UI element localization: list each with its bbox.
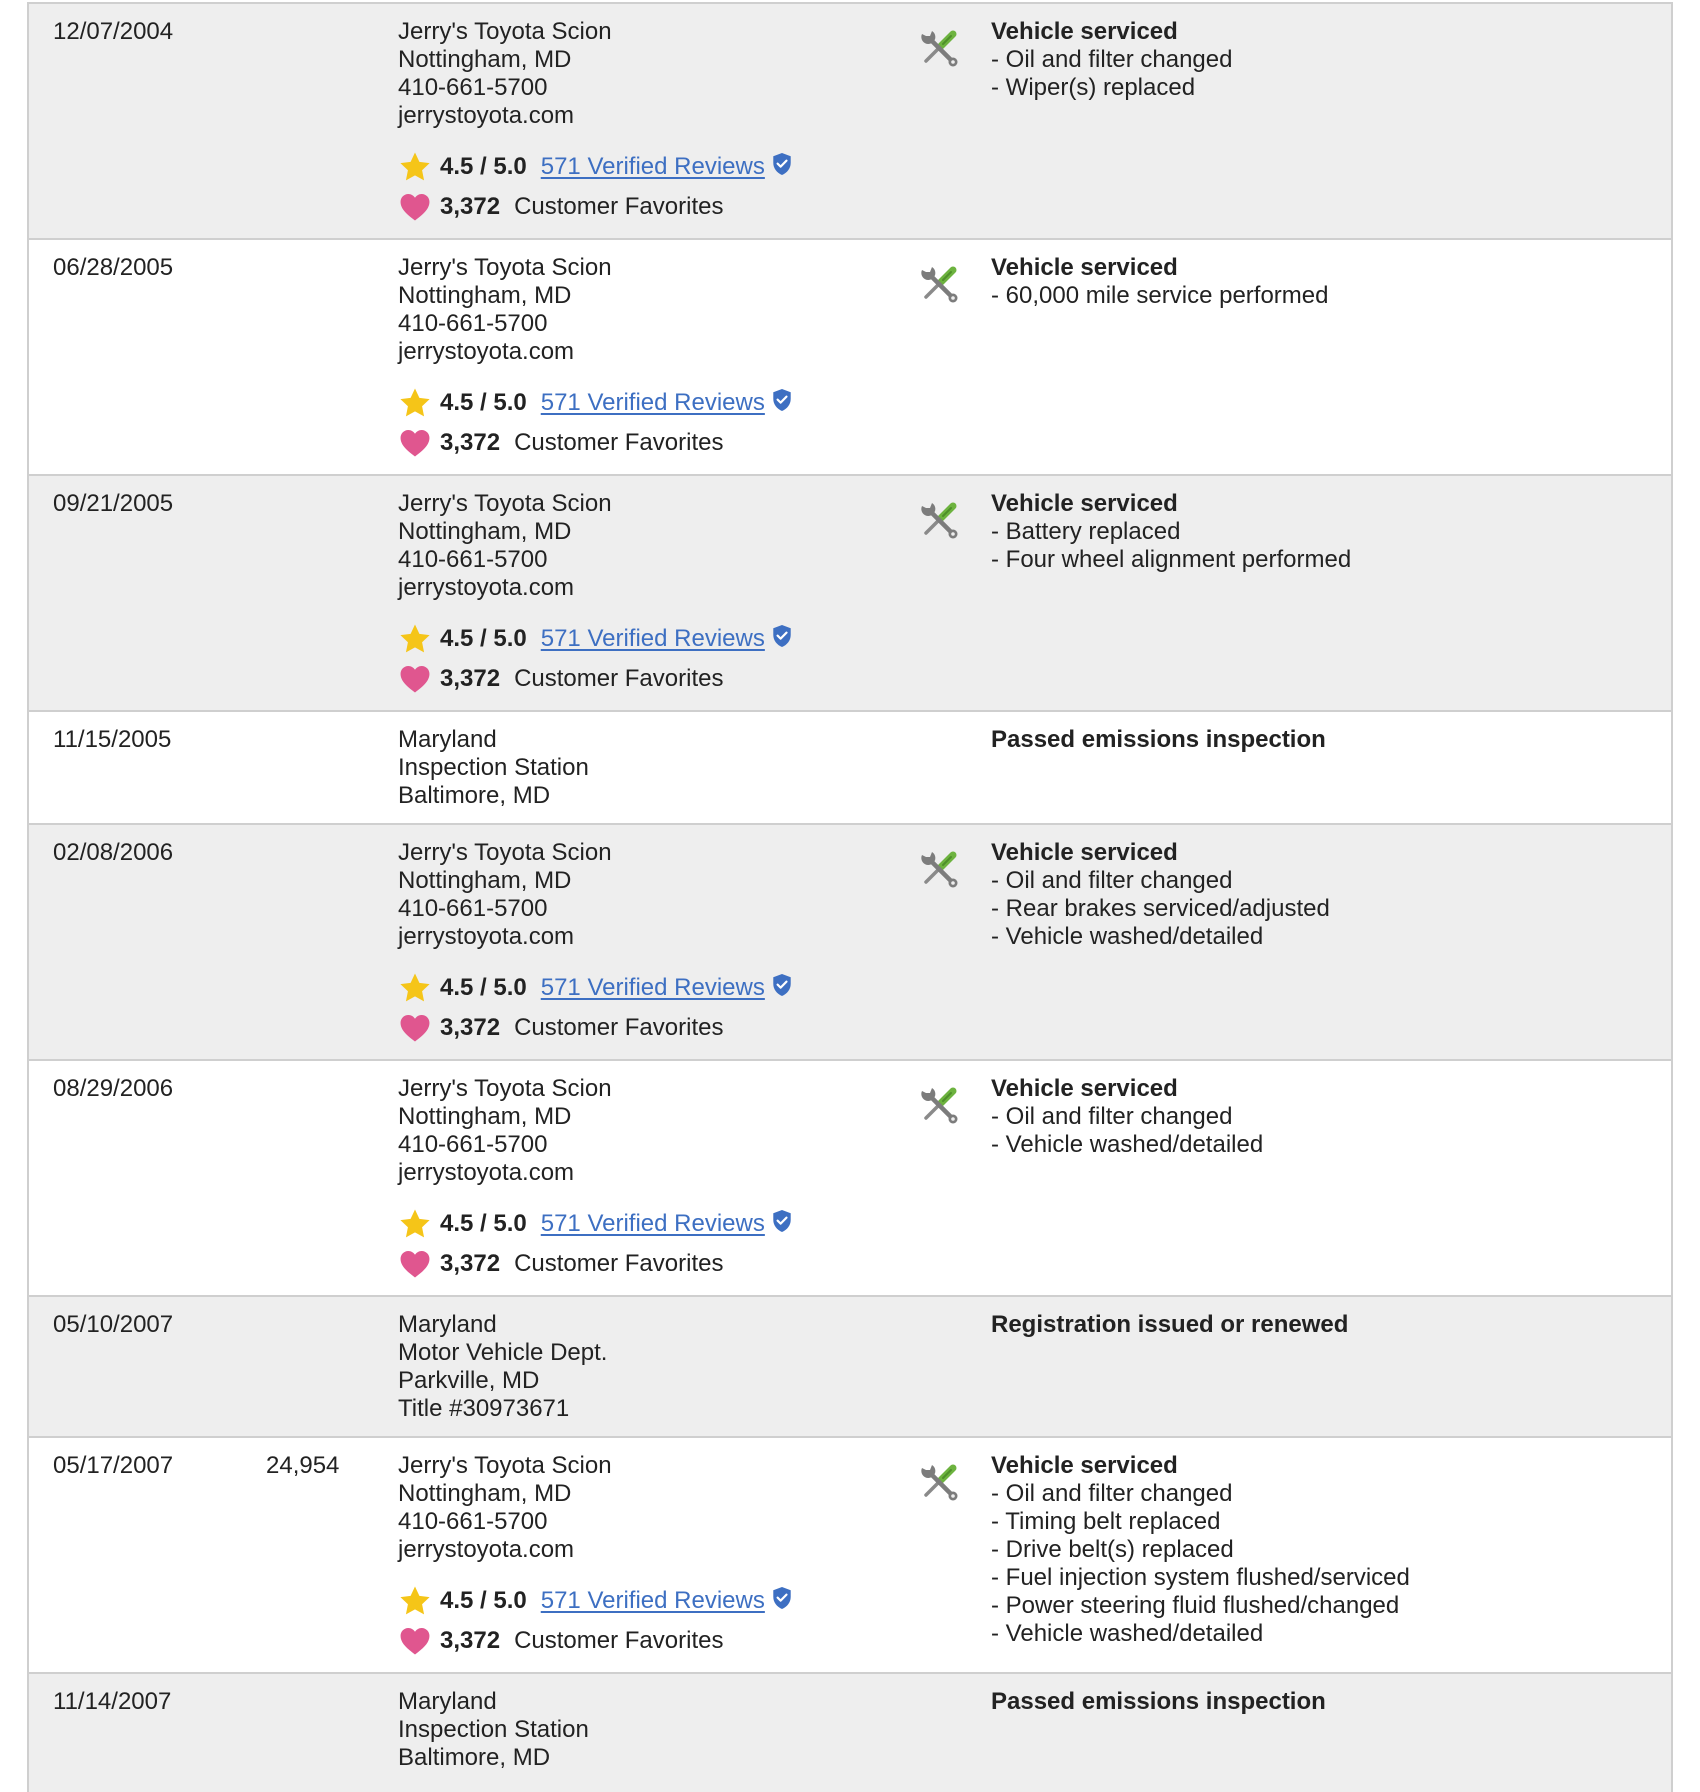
customer-favorites xyxy=(398,426,793,460)
rating-score: 4.5 / 5.0 xyxy=(440,974,527,1001)
favorites-count: 3,372 xyxy=(440,665,501,692)
verified-shield-icon xyxy=(771,152,793,176)
verified-reviews-link[interactable]: 571 Verified Reviews xyxy=(540,1587,765,1614)
favorites-label: Customer Favorites xyxy=(514,193,724,220)
record-title: Vehicle serviced xyxy=(991,490,1178,517)
source-facility: Inspection Station xyxy=(398,754,589,781)
table-row xyxy=(29,823,1671,1059)
verified-reviews-link[interactable]: 571 Verified Reviews xyxy=(540,153,765,180)
wrench-screwdriver-icon xyxy=(917,498,961,542)
record-item: - Oil and filter changed xyxy=(991,1103,1233,1130)
source-name: Maryland xyxy=(398,1311,497,1338)
wrench-screwdriver-icon xyxy=(917,1083,961,1127)
dealer-website[interactable]: jerrystoyota.com xyxy=(398,574,575,601)
record-date: 05/17/2007 xyxy=(53,1452,174,1479)
source-name: Maryland xyxy=(398,726,497,753)
dealer-city: Nottingham, MD xyxy=(398,282,572,309)
dealer-city: Nottingham, MD xyxy=(398,518,572,545)
star-icon xyxy=(398,1207,432,1241)
record-details xyxy=(991,1075,1263,1159)
record-details xyxy=(991,1452,1410,1648)
record-date: 02/08/2006 xyxy=(53,839,174,866)
record-odometer: 24,954 xyxy=(266,1452,340,1479)
dealer-website[interactable]: jerrystoyota.com xyxy=(398,923,575,950)
heart-icon xyxy=(398,1624,432,1658)
record-details xyxy=(991,1311,1348,1339)
record-source xyxy=(398,1688,589,1772)
dealer-phone[interactable]: 410-661-5700 xyxy=(398,546,548,573)
verified-reviews-link[interactable]: 571 Verified Reviews xyxy=(540,974,765,1001)
dealer-website[interactable]: jerrystoyota.com xyxy=(398,102,575,129)
verified-reviews-link[interactable]: 571 Verified Reviews xyxy=(540,389,765,416)
verified-reviews-link[interactable]: 571 Verified Reviews xyxy=(540,625,765,652)
star-icon xyxy=(398,1584,432,1618)
dealer-city: Nottingham, MD xyxy=(398,867,572,894)
dealer-phone[interactable]: 410-661-5700 xyxy=(398,1508,548,1535)
dealer-phone[interactable]: 410-661-5700 xyxy=(398,895,548,922)
record-title: Vehicle serviced xyxy=(991,1452,1178,1479)
source-city: Baltimore, MD xyxy=(398,1744,551,1771)
rating-score: 4.5 / 5.0 xyxy=(440,1587,527,1614)
record-item: - Vehicle washed/detailed xyxy=(991,1131,1264,1158)
record-item: - Wiper(s) replaced xyxy=(991,74,1196,101)
record-details xyxy=(991,839,1330,951)
verified-shield-icon xyxy=(771,1586,793,1610)
star-icon xyxy=(398,386,432,420)
dealer-phone[interactable]: 410-661-5700 xyxy=(398,310,548,337)
record-details xyxy=(991,18,1232,102)
record-item: - Power steering fluid flushed/changed xyxy=(991,1592,1400,1619)
favorites-count: 3,372 xyxy=(440,1014,501,1041)
wrench-screwdriver-icon xyxy=(917,847,961,891)
table-row xyxy=(29,1672,1671,1792)
favorites-count: 3,372 xyxy=(440,429,501,456)
dealer-rating xyxy=(398,971,793,1005)
verified-shield-icon xyxy=(771,388,793,412)
record-title: Vehicle serviced xyxy=(991,254,1178,281)
rating-score: 4.5 / 5.0 xyxy=(440,389,527,416)
record-title: Registration issued or renewed xyxy=(991,1311,1349,1338)
rating-score: 4.5 / 5.0 xyxy=(440,1210,527,1237)
record-details xyxy=(991,1688,1326,1716)
favorites-count: 3,372 xyxy=(440,193,501,220)
dealer-rating xyxy=(398,150,793,184)
record-details xyxy=(991,726,1326,754)
record-date: 09/21/2005 xyxy=(53,490,174,517)
source-city: Baltimore, MD xyxy=(398,782,551,809)
customer-favorites xyxy=(398,1624,793,1658)
verified-shield-icon xyxy=(771,1209,793,1233)
record-date: 08/29/2006 xyxy=(53,1075,174,1102)
dealer-name: Jerry's Toyota Scion xyxy=(398,1452,612,1479)
dealer-name: Jerry's Toyota Scion xyxy=(398,18,612,45)
source-facility: Inspection Station xyxy=(398,1716,589,1743)
record-date: 05/10/2007 xyxy=(53,1311,174,1338)
table-row xyxy=(29,1295,1671,1436)
record-item: - Drive belt(s) replaced xyxy=(991,1536,1234,1563)
record-date: 11/14/2007 xyxy=(53,1688,172,1715)
rating-score: 4.5 / 5.0 xyxy=(440,625,527,652)
record-source xyxy=(398,1452,793,1658)
dealer-website[interactable]: jerrystoyota.com xyxy=(398,1536,575,1563)
heart-icon xyxy=(398,1247,432,1281)
dealer-city: Nottingham, MD xyxy=(398,1103,572,1130)
table-row xyxy=(29,1059,1671,1295)
dealer-name: Jerry's Toyota Scion xyxy=(398,254,612,281)
heart-icon xyxy=(398,190,432,224)
favorites-label: Customer Favorites xyxy=(514,1627,724,1654)
heart-icon xyxy=(398,1011,432,1045)
record-title: Vehicle serviced xyxy=(991,1075,1178,1102)
record-title: Vehicle serviced xyxy=(991,839,1178,866)
record-source xyxy=(398,839,793,1045)
record-title: Passed emissions inspection xyxy=(991,726,1326,753)
dealer-name: Jerry's Toyota Scion xyxy=(398,1075,612,1102)
customer-favorites xyxy=(398,190,793,224)
record-details xyxy=(991,254,1328,310)
dealer-phone[interactable]: 410-661-5700 xyxy=(398,1131,548,1158)
vehicle-history-table xyxy=(27,2,1673,1792)
heart-icon xyxy=(398,662,432,696)
dealer-website[interactable]: jerrystoyota.com xyxy=(398,1159,575,1186)
record-item: - Rear brakes serviced/adjusted xyxy=(991,895,1330,922)
record-date: 12/07/2004 xyxy=(53,18,174,45)
favorites-label: Customer Favorites xyxy=(514,429,724,456)
dealer-rating xyxy=(398,1207,793,1241)
record-item: - Oil and filter changed xyxy=(991,46,1233,73)
table-row xyxy=(29,474,1671,710)
customer-favorites xyxy=(398,662,793,696)
dealer-website[interactable]: jerrystoyota.com xyxy=(398,338,575,365)
dealer-city: Nottingham, MD xyxy=(398,1480,572,1507)
dealer-rating xyxy=(398,1584,793,1618)
customer-favorites xyxy=(398,1011,793,1045)
dealer-rating xyxy=(398,386,793,420)
customer-favorites xyxy=(398,1247,793,1281)
verified-reviews-link[interactable]: 571 Verified Reviews xyxy=(540,1210,765,1237)
record-source xyxy=(398,1311,607,1423)
record-item: - Oil and filter changed xyxy=(991,1480,1233,1507)
table-row xyxy=(29,710,1671,823)
record-title: Vehicle serviced xyxy=(991,18,1178,45)
record-source xyxy=(398,1075,793,1281)
favorites-label: Customer Favorites xyxy=(514,1250,724,1277)
table-row xyxy=(29,238,1671,474)
record-source xyxy=(398,726,589,810)
source-facility: Motor Vehicle Dept. xyxy=(398,1339,608,1366)
record-details xyxy=(991,490,1351,574)
heart-icon xyxy=(398,426,432,460)
source-name: Maryland xyxy=(398,1688,497,1715)
wrench-screwdriver-icon xyxy=(917,1460,961,1504)
record-source xyxy=(398,490,793,696)
record-date: 11/15/2005 xyxy=(53,726,172,753)
rating-score: 4.5 / 5.0 xyxy=(440,153,527,180)
record-item: - Fuel injection system flushed/serviced xyxy=(991,1564,1410,1591)
dealer-name: Jerry's Toyota Scion xyxy=(398,490,612,517)
favorites-label: Customer Favorites xyxy=(514,665,724,692)
source-city: Parkville, MD xyxy=(398,1367,540,1394)
record-source xyxy=(398,254,793,460)
wrench-screwdriver-icon xyxy=(917,26,961,70)
record-item: - Vehicle washed/detailed xyxy=(991,1620,1264,1647)
verified-shield-icon xyxy=(771,624,793,648)
wrench-screwdriver-icon xyxy=(917,262,961,306)
title-number: Title #30973671 xyxy=(398,1395,570,1422)
record-item: - Timing belt replaced xyxy=(991,1508,1221,1535)
record-date: 06/28/2005 xyxy=(53,254,174,281)
table-row xyxy=(29,2,1671,238)
star-icon xyxy=(398,622,432,656)
dealer-city: Nottingham, MD xyxy=(398,46,572,73)
record-item: - Battery replaced xyxy=(991,518,1181,545)
table-row xyxy=(29,1436,1671,1672)
record-source xyxy=(398,18,793,224)
dealer-phone[interactable]: 410-661-5700 xyxy=(398,74,548,101)
dealer-name: Jerry's Toyota Scion xyxy=(398,839,612,866)
dealer-rating xyxy=(398,622,793,656)
favorites-count: 3,372 xyxy=(440,1250,501,1277)
star-icon xyxy=(398,150,432,184)
favorites-count: 3,372 xyxy=(440,1627,501,1654)
record-item: - Four wheel alignment performed xyxy=(991,546,1352,573)
favorites-label: Customer Favorites xyxy=(514,1014,724,1041)
record-title: Passed emissions inspection xyxy=(991,1688,1326,1715)
record-item: - Vehicle washed/detailed xyxy=(991,923,1264,950)
record-item: - 60,000 mile service performed xyxy=(991,282,1329,309)
record-item: - Oil and filter changed xyxy=(991,867,1233,894)
star-icon xyxy=(398,971,432,1005)
verified-shield-icon xyxy=(771,973,793,997)
